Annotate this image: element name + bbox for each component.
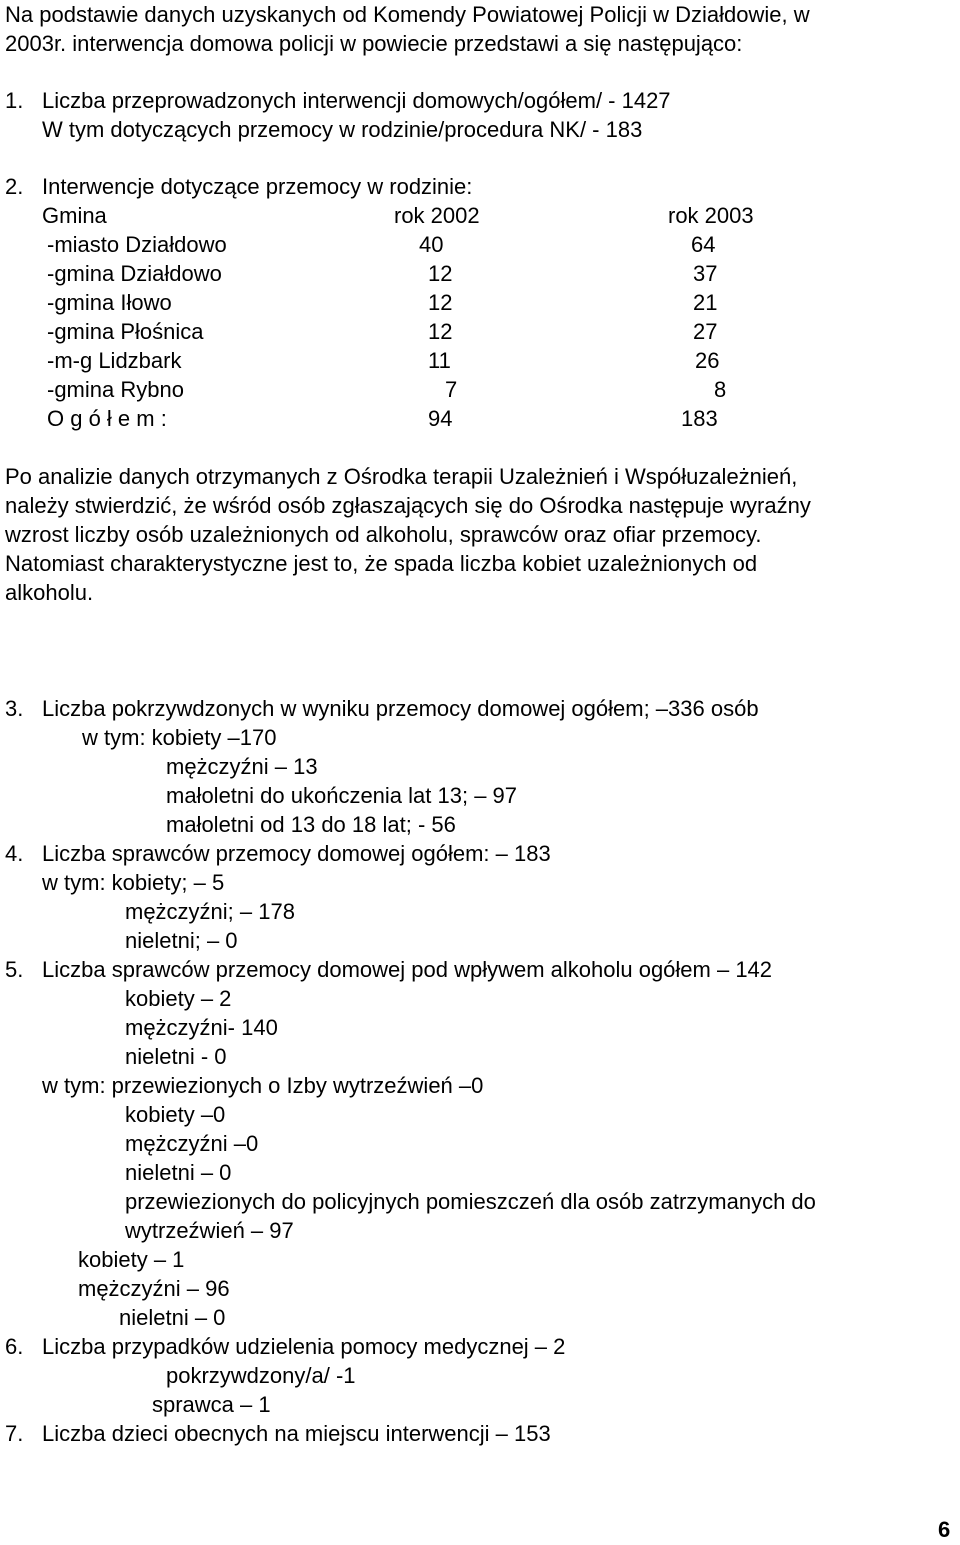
item-1-line-2: W tym dotyczących przemocy w rodzinie/procedura NK/ - 183	[42, 117, 643, 142]
item-3-line-3: mężczyźni – 13	[166, 754, 318, 779]
item-5-line-12: mężczyźni – 96	[78, 1276, 230, 1301]
item-5-line-10: wytrzeźwień – 97	[125, 1218, 294, 1243]
table-cell-name: -gmina Rybno	[47, 377, 184, 402]
item-2-marker: 2.	[5, 174, 24, 199]
analysis-line-1: Po analizie danych otrzymanych z Ośrodka terapii Uzależnień i Współuzależnień,	[5, 464, 798, 489]
item-5-line-9: przewiezionych do policyjnych pomieszczeń dla osób zatrzymanych do	[125, 1189, 816, 1214]
item-4-line-4: nieletni; – 0	[125, 928, 238, 953]
table-cell-name: -gmina Płośnica	[47, 319, 204, 344]
table-cell-2002: 12	[428, 261, 453, 286]
analysis-line-5: alkoholu.	[5, 580, 94, 605]
table-cell-2003: 27	[693, 319, 718, 344]
item-1-line-1: Liczba przeprowadzonych interwencji domowych/ogółem/ - 1427	[42, 88, 671, 113]
table-total-label: O g ó ł e m :	[47, 406, 167, 431]
item-3-line-5: małoletni od 13 do 18 lat; - 56	[166, 812, 456, 837]
table-cell-name: -gmina Działdowo	[47, 261, 222, 286]
table-cell-2002: 11	[428, 348, 451, 373]
item-6-marker: 6.	[5, 1334, 24, 1359]
item-7-line-1: Liczba dzieci obecnych na miejscu interwencji – 153	[42, 1421, 551, 1446]
item-2-title: Interwencje dotyczące przemocy w rodzinie:	[42, 174, 473, 199]
item-5-line-6: kobiety –0	[125, 1102, 226, 1127]
analysis-line-4: Natomiast charakterystyczne jest to, że spada liczba kobiet uzależnionych od	[5, 551, 758, 576]
item-6-line-3: sprawca – 1	[152, 1392, 271, 1417]
table-cell-name: -gmina Iłowo	[47, 290, 172, 315]
item-5-marker: 5.	[5, 957, 24, 982]
item-4-line-3: mężczyźni; – 178	[125, 899, 295, 924]
item-4-marker: 4.	[5, 841, 24, 866]
table-header-gmina: Gmina	[42, 203, 107, 228]
item-4-line-2: w tym: kobiety; – 5	[42, 870, 225, 895]
item-3-line-4: małoletni do ukończenia lat 13; – 97	[166, 783, 518, 808]
item-4-line-1: Liczba sprawców przemocy domowej ogółem: – 183	[42, 841, 551, 866]
table-header-2002: rok 2002	[394, 203, 480, 228]
item-5-line-1: Liczba sprawców przemocy domowej pod wpływem alkoholu ogółem – 142	[42, 957, 773, 982]
item-5-line-13: nieletni – 0	[119, 1305, 226, 1330]
item-5-line-7: mężczyźni –0	[125, 1131, 259, 1156]
item-3-line-1: Liczba pokrzywdzonych w wyniku przemocy domowej ogółem; –336 osób	[42, 696, 759, 721]
intro-line-1: Na podstawie danych uzyskanych od Komendy Powiatowej Policji w Działdowie, w	[5, 2, 810, 27]
item-5-line-4: nieletni - 0	[125, 1044, 227, 1069]
intro-line-2: 2003r. interwencja domowa policji w powiecie przedstawi a się następująco:	[5, 31, 743, 56]
item-6-line-1: Liczba przypadków udzielenia pomocy medycznej – 2	[42, 1334, 566, 1359]
table-cell-2003: 64	[691, 232, 716, 257]
page-number: 6	[938, 1517, 951, 1542]
table-cell-name: -miasto Działdowo	[47, 232, 227, 257]
item-6-line-2: pokrzywdzony/a/ -1	[166, 1363, 356, 1388]
table-cell-2003: 37	[693, 261, 718, 286]
item-5-line-8: nieletni – 0	[125, 1160, 232, 1185]
table-total-2003: 183	[681, 406, 718, 431]
item-5-line-2: kobiety – 2	[125, 986, 232, 1011]
table-cell-2003: 26	[695, 348, 720, 373]
item-5-line-11: kobiety – 1	[78, 1247, 185, 1272]
item-3-line-2: w tym: kobiety –170	[82, 725, 277, 750]
analysis-line-3: wzrost liczby osób uzależnionych od alkoholu, sprawców oraz ofiar przemocy.	[5, 522, 762, 547]
item-7-marker: 7.	[5, 1421, 24, 1446]
table-cell-2002: 12	[428, 290, 453, 315]
table-cell-2002: 40	[419, 232, 444, 257]
item-5-line-5: w tym: przewiezionych o Izby wytrzeźwień –0	[42, 1073, 484, 1098]
table-cell-name: -m-g Lidzbark	[47, 348, 182, 373]
table-cell-2003: 21	[693, 290, 718, 315]
table-cell-2003: 8	[714, 377, 727, 402]
item-5-line-3: mężczyźni- 140	[125, 1015, 278, 1040]
item-3-marker: 3.	[5, 696, 24, 721]
table-cell-2002: 12	[428, 319, 453, 344]
table-header-2003: rok 2003	[668, 203, 754, 228]
item-1-marker: 1.	[5, 88, 24, 113]
analysis-line-2: należy stwierdzić, że wśród osób zgłaszających się do Ośrodka następuje wyraźny	[5, 493, 811, 518]
table-total-2002: 94	[428, 406, 453, 431]
table-cell-2002: 7	[445, 377, 458, 402]
